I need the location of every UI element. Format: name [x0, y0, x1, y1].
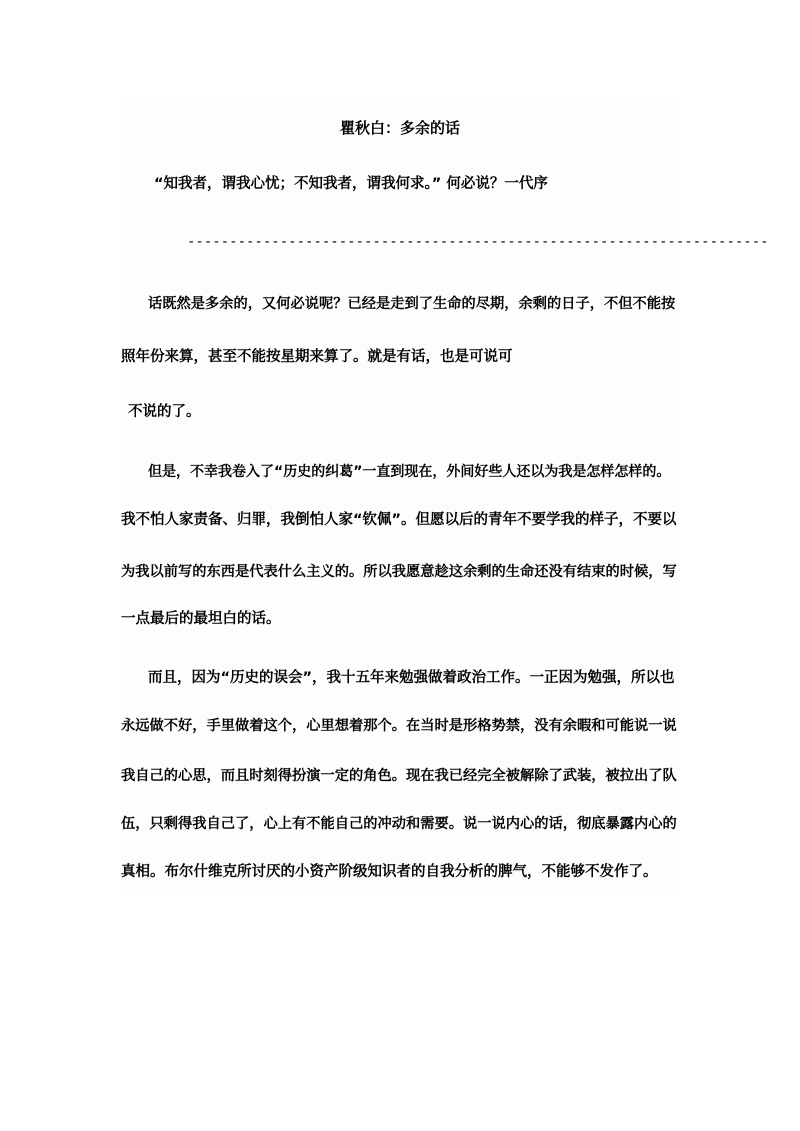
text-line: 而且，因为“历史的误会”，我十五年来勉强做着政治工作。一正因为勉强，所以也	[148, 670, 675, 686]
text-line: 永远做不好，手里做着这个，心里想着那个。在当时是形格势禁，没有余暇和可能说一说	[121, 718, 677, 734]
separator-line: ---------------------------------------------------------------------	[187, 234, 769, 250]
document-page	[121, 97, 769, 894]
text-line: 伍，只剩得我自己了，心上有不能自己的冲动和需要。说一说内心的话，彻底暴露内心的	[121, 816, 677, 832]
text-line: 我不怕人家责备、归罪，我倒怕人家“钦佩”。但愿以后的青年不要学我的样子，不要以	[121, 512, 677, 528]
document-title: 瞿秋白：多余的话	[339, 119, 460, 137]
text-line: 但是，不幸我卷入了“历史的纠葛”一直到现在，外间好些人还以为我是怎样怎样的。	[148, 464, 671, 480]
text-line: 照年份来算，甚至不能按星期来算了。就是有话，也是可说可	[121, 349, 513, 365]
text-line: 不说的了。	[128, 404, 201, 420]
text-line: 话既然是多余的，又何必说呢？已经是走到了生命的尽期，余剩的日子，不但不能按	[148, 296, 676, 312]
epigraph: “知我者，谓我心忧；不知我者，谓我何求。” 何必说？一代序	[154, 176, 548, 192]
text-line: 真相。布尔什维克所讨厌的小资产阶级知识者的自我分析的脾气，不能够不发作了。	[121, 864, 658, 880]
text-line: 我自己的心思，而且时刻得扮演一定的角色。现在我已经完全被解除了武装，被拉出了队	[121, 768, 677, 784]
text-line: 一点最后的最坦白的话。	[121, 611, 281, 627]
text-line: 为我以前写的东西是代表什么主义的。所以我愿意趁这余剩的生命还没有结束的时候，写	[121, 564, 677, 580]
